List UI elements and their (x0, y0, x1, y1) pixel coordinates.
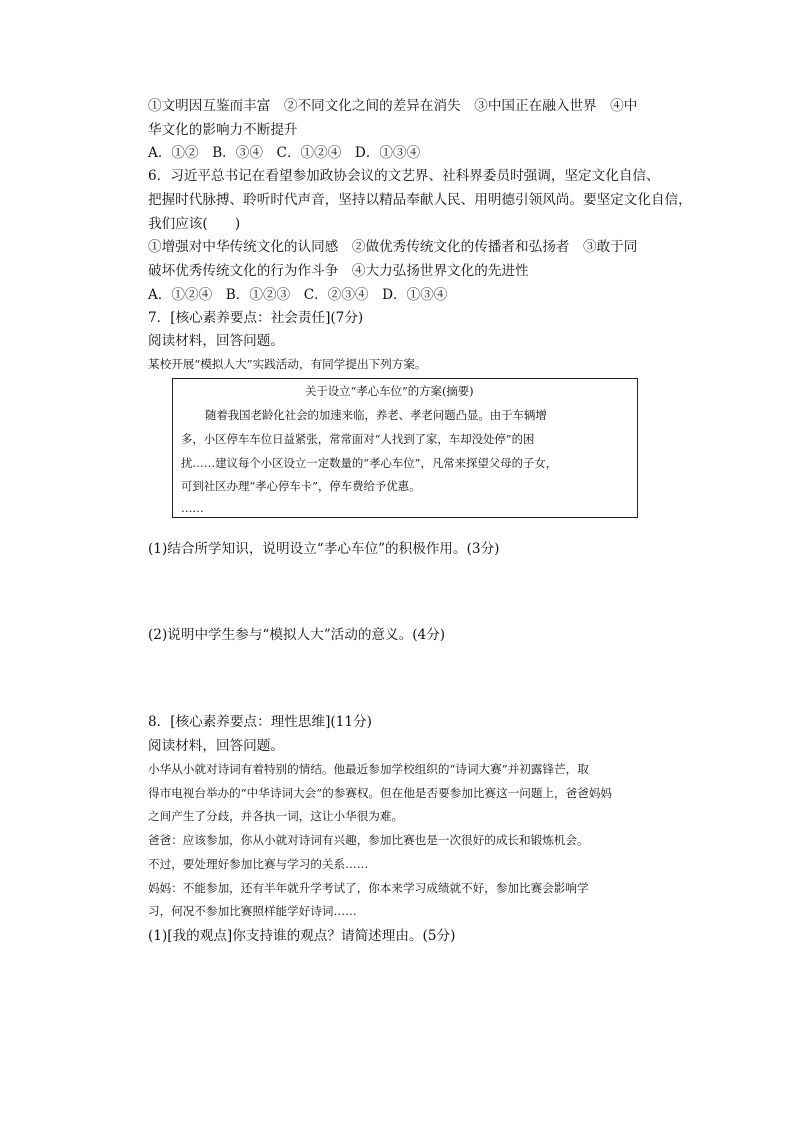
q6-stem-line3: 我们应该( ) (148, 216, 241, 232)
proposal-line4: 可到社区办理“孝心停车卡”，停车费给予优惠。 (181, 479, 421, 493)
proposal-line1: 随着我国老龄化社会的加速来临，养老、孝老问题凸显。由于车辆增 (205, 408, 547, 422)
q8-header: 8．[核心素养要点：理性思维](11分) (148, 714, 372, 730)
q6-options-line1: ①增强对中华传统文化的认同感 ②做优秀传统文化的传播者和弘扬者 ③敢于同 (148, 239, 638, 255)
proposal-line2: 多，小区停车车位日益紧张，常常面对“人找到了家，车却没处停”的困 (181, 432, 535, 446)
q6-stem-line2: 把握时代脉搏、聆听时代声音，坚持以精品奉献人民、用明德引领风尚。要坚定文化自信， (148, 192, 692, 208)
q6-stem-line1: 6．习近平总书记在看望参加政协会议的文艺界、社科界委员时强调，坚定文化自信、 (148, 168, 660, 184)
q5-options-line2: 华文化的影响力不断提升 (148, 122, 298, 138)
q8-para2-line1: 爸爸：应该参加，你从小就对诗词有兴趣，参加比赛也是一次很好的成长和锻炼机会。 (148, 833, 589, 847)
q8-para2-line2: 不过，要处理好参加比赛与学习的关系…… (148, 857, 369, 871)
q8-para3-line1: 妈妈：不能参加，还有半年就升学考试了，你本来学习成绩就不好，参加比赛会影响学 (148, 881, 589, 895)
proposal-title: 关于设立“孝心车位”的方案(摘要) (305, 384, 474, 398)
q7-intro: 某校开展“模拟人大”实践活动，有同学提出下列方案。 (148, 357, 427, 371)
q7-header: 7．[核心素养要点：社会责任](7分) (148, 310, 364, 326)
q5-choices: A．①② B．③④ C．①②④ D．①③④ (148, 145, 421, 161)
q8-para1-line3: 之间产生了分歧，并各执一词，这让小华很为难。 (148, 809, 404, 823)
q8-para3-line2: 习，何况不参加比赛照样能学好诗词…… (148, 904, 357, 918)
q6-options-line2: 破坏优秀传统文化的行为作斗争 ④大力弘扬世界文化的先进性 (148, 263, 529, 279)
q7-sub2: (2)说明中学生参与“模拟人大”活动的意义。(4分) (148, 627, 446, 643)
q8-para1-line2: 得市电视台举办的“中华诗词大会”的参赛权。但在他是否要参加比赛这一问题上，爸爸妈妈 (148, 786, 613, 800)
q5-options-line1: ①文明因互鉴而丰富 ②不同文化之间的差异在消失 ③中国正在融入世界 ④中 (148, 98, 638, 114)
q8-instruction: 阅读材料，回答问题。 (148, 738, 284, 754)
q6-choices: A．①②④ B．①②③ C．②③④ D．①③④ (148, 287, 448, 303)
q8-sub1: (1)[我的观点]你支持谁的观点？请简述理由。(5分) (148, 928, 456, 944)
q7-instruction: 阅读材料，回答问题。 (148, 333, 284, 349)
q8-para1-line1: 小华从小就对诗词有着特别的情结。他最近参加学校组织的“诗词大赛”并初露锋芒，取 (148, 762, 589, 776)
proposal-line3: 扰……建议每个小区设立一定数量的“孝心车位”，凡常来探望父母的子女， (181, 456, 558, 470)
q7-sub1: (1)结合所学知识，说明设立“孝心车位”的积极作用。(3分) (148, 541, 500, 557)
proposal-ellipsis: …… (181, 501, 204, 515)
proposal-box (172, 378, 638, 518)
